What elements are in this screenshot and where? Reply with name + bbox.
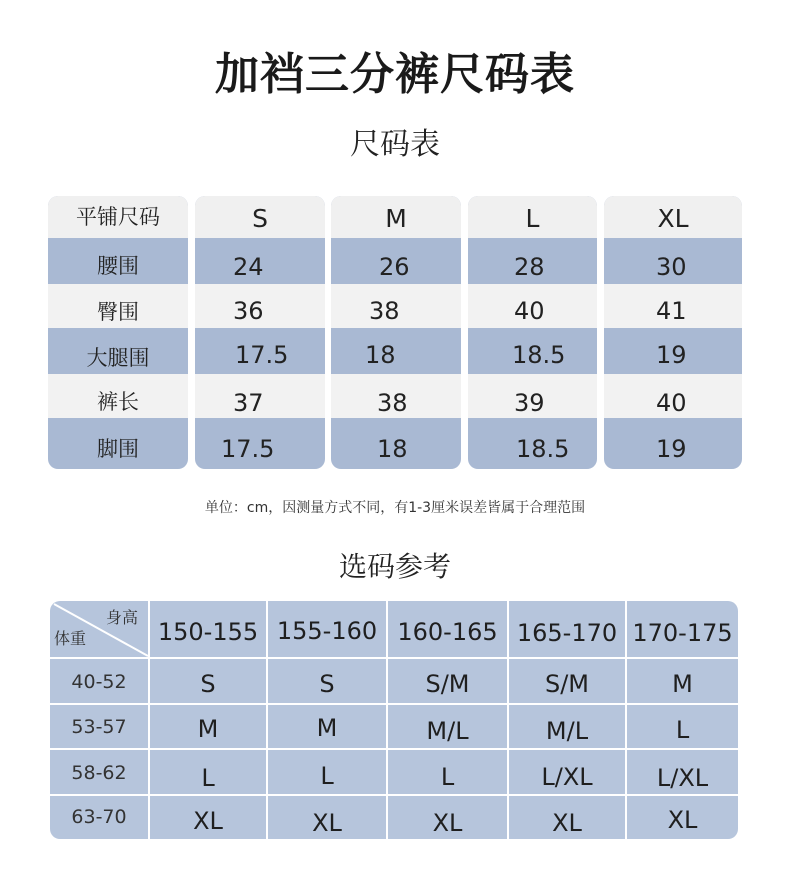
size-corner-label: 平铺尺码 <box>48 196 188 238</box>
value-cell: 19 <box>656 435 687 463</box>
size-header-xl: XL <box>604 196 742 238</box>
value-cell: 38 <box>377 389 408 417</box>
size-column-s <box>195 196 325 469</box>
weight-label: 53-57 <box>50 705 150 750</box>
height-header: 165-170 <box>509 601 627 659</box>
corner-cell <box>50 601 150 659</box>
size-cell: L <box>388 750 509 796</box>
size-cell: XL <box>667 806 698 834</box>
height-header: 155-160 <box>268 601 388 659</box>
value-cell: 18.5 <box>512 341 566 369</box>
size-cell: S/M <box>509 659 627 705</box>
size-column-l <box>468 196 597 469</box>
size-cell: S <box>268 659 388 705</box>
corner-label-weight: 体重 <box>54 629 87 648</box>
size-cell: XL <box>150 796 268 839</box>
size-cell: XL <box>509 796 627 839</box>
value-cell: 18 <box>365 341 396 369</box>
height-header: 150-155 <box>150 601 268 659</box>
size-cell: M <box>627 659 738 705</box>
value-cell: 41 <box>656 297 687 325</box>
row-label-thigh: 大腿围 <box>86 346 150 370</box>
size-chart-heading: 尺码表 <box>350 127 440 162</box>
corner-label-height: 身高 <box>105 608 138 627</box>
measurement-note: 单位：cm，因测量方式不同，有1-3厘米误差皆属于合理范围 <box>204 500 586 516</box>
value-cell: 28 <box>514 253 545 281</box>
size-column-xl <box>604 196 742 469</box>
size-table <box>48 196 742 469</box>
value-cell: 19 <box>656 341 687 369</box>
value-cell: 17.5 <box>221 435 275 463</box>
size-cell: L <box>627 705 738 750</box>
row-label-length: 裤长 <box>97 390 139 414</box>
size-column-m <box>331 196 461 469</box>
weight-label: 58-62 <box>50 750 150 796</box>
size-cell: XL <box>388 796 509 839</box>
row-label-hip: 臀围 <box>97 300 139 324</box>
value-cell: 17.5 <box>235 341 289 369</box>
size-cell: M/L <box>509 705 627 750</box>
size-cell: L <box>150 750 268 796</box>
value-cell: 18.5 <box>516 435 570 463</box>
height-header: 160-165 <box>388 601 509 659</box>
value-cell: 38 <box>369 297 400 325</box>
weight-label: 63-70 <box>50 796 150 839</box>
size-cell: S <box>150 659 268 705</box>
row-label-waist: 腰围 <box>97 254 139 278</box>
page-title: 加裆三分裤尺码表 <box>215 49 575 100</box>
size-header-m: M <box>331 196 461 238</box>
value-cell: 36 <box>233 297 264 325</box>
reference-heading: 选码参考 <box>338 550 451 583</box>
value-cell: 24 <box>233 253 264 281</box>
size-cell: M <box>268 705 388 750</box>
size-cell: L <box>268 750 388 796</box>
size-cell: M <box>150 705 268 750</box>
size-cell: M/L <box>388 705 509 750</box>
value-cell: 30 <box>656 253 687 281</box>
size-cell: S/M <box>388 659 509 705</box>
size-header-s: S <box>195 196 325 238</box>
value-cell: 39 <box>514 389 545 417</box>
size-reference-table <box>50 601 738 839</box>
value-cell: 26 <box>379 253 410 281</box>
value-cell: 18 <box>377 435 408 463</box>
size-header-l: L <box>468 196 597 238</box>
value-cell: 40 <box>656 389 687 417</box>
size-cell: XL <box>268 796 388 839</box>
size-label-column <box>48 196 188 469</box>
height-header: 170-175 <box>627 601 738 659</box>
value-cell: 37 <box>233 389 264 417</box>
row-label-leg-opening: 脚围 <box>97 437 139 461</box>
value-cell: 40 <box>514 297 545 325</box>
size-cell: L/XL <box>627 750 738 796</box>
weight-label: 40-52 <box>50 659 150 705</box>
size-cell: L/XL <box>509 750 627 796</box>
